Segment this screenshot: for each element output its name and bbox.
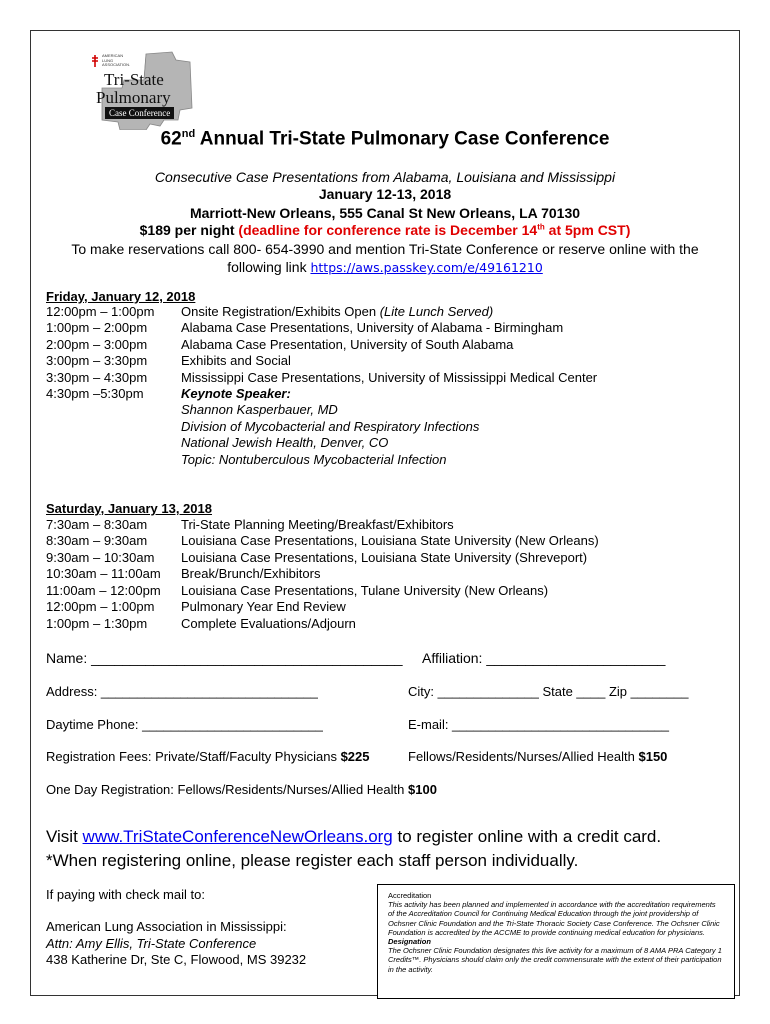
schedule-item: Alabama Case Presentations, University of Alabama - Birmingham bbox=[181, 320, 564, 335]
accreditation-text: This activity has been planned and implemented in accordance with the accreditation requirements of the Accreditation Council for Continuing Medical Education through the joint providership of Ochsner Clinic Foundation and the Tri-State Thoracic Society Case Conference. The Ochsner Clinic Foundation is accredited by the ACCME to provide continuing medical education for physicians. bbox=[388, 900, 720, 937]
logo-case-conference: Case Conference bbox=[105, 107, 174, 119]
reservation-link[interactable]: https://aws.passkey.com/e/49161210 bbox=[310, 260, 543, 275]
subtitle: Consecutive Case Presentations from Alabama, Louisiana and Mississippi bbox=[154, 169, 616, 185]
schedule-time: 1:00pm – 2:00pm bbox=[46, 320, 148, 335]
schedule-time: 4:30pm –5:30pm bbox=[46, 386, 144, 401]
schedule-time: 10:30am – 11:00am bbox=[46, 566, 161, 581]
reservation-text: To make reservations call 800- 654-3990 and mention Tri-State Conference or reserve online with the bbox=[71, 241, 699, 257]
schedule-time: 3:30pm – 4:30pm bbox=[46, 370, 148, 385]
accreditation-heading: Accreditation bbox=[388, 891, 432, 900]
affiliation-field[interactable]: Affiliation: _______________________ bbox=[422, 650, 666, 666]
schedule-item: Louisiana Case Presentations, Tulane University (New Orleans) bbox=[181, 583, 549, 598]
reservation-text-2: following link https://aws.passkey.com/e/49161210 bbox=[227, 259, 543, 275]
registration-fee-physicians: Registration Fees: Private/Staff/Faculty Physicians $225 bbox=[46, 749, 370, 764]
conference-dates: January 12-13, 2018 bbox=[318, 186, 452, 202]
one-day-registration-fee: One Day Registration: Fellows/Residents/Nurses/Allied Health $100 bbox=[46, 782, 437, 797]
schedule-time: 9:30am – 10:30am bbox=[46, 550, 155, 565]
accreditation-box bbox=[377, 884, 735, 999]
schedule-time: 3:00pm – 3:30pm bbox=[46, 353, 148, 368]
keynote-name: Shannon Kasperbauer, MD bbox=[181, 402, 338, 417]
schedule-time: 8:30am – 9:30am bbox=[46, 533, 148, 548]
schedule-item: Tri-State Planning Meeting/Breakfast/Exhibitors bbox=[181, 517, 454, 532]
mail-intro: If paying with check mail to: bbox=[46, 887, 205, 902]
schedule-item: Louisiana Case Presentations, Louisiana State University (New Orleans) bbox=[181, 533, 599, 548]
schedule-time: 7:30am – 8:30am bbox=[46, 517, 148, 532]
email-field[interactable]: E-mail: ______________________________ bbox=[408, 717, 669, 732]
schedule-time: 12:00pm – 1:00pm bbox=[46, 304, 155, 319]
schedule-item: Exhibits and Social bbox=[181, 353, 291, 368]
mail-org: American Lung Association in Mississippi: bbox=[46, 919, 287, 934]
conference-logo bbox=[84, 50, 194, 130]
phone-field[interactable]: Daytime Phone: _________________________ bbox=[46, 717, 323, 732]
lung-cross-icon bbox=[92, 55, 98, 67]
mail-attn: Attn: Amy Ellis, Tri-State Conference bbox=[46, 936, 257, 951]
logo-tri-state: Tri-State bbox=[104, 70, 164, 89]
schedule-time: 2:00pm – 3:00pm bbox=[46, 337, 148, 352]
schedule-time: 12:00pm – 1:00pm bbox=[46, 599, 155, 614]
schedule-time: 11:00am – 12:00pm bbox=[46, 583, 161, 598]
designation-heading: Designation bbox=[388, 937, 431, 947]
schedule-item: Louisiana Case Presentations, Louisiana State University (Shreveport) bbox=[181, 550, 588, 565]
online-registration-text: Visit www.TriStateConferenceNewOrleans.org to register online with a credit card. bbox=[46, 827, 662, 846]
friday-heading: Friday, January 12, 2018 bbox=[46, 289, 196, 304]
keynote-org: National Jewish Health, Denver, CO bbox=[181, 435, 389, 450]
schedule-item: Complete Evaluations/Adjourn bbox=[181, 616, 356, 631]
registration-website-link[interactable]: www.TriStateConferenceNewOrleans.org bbox=[82, 827, 393, 846]
schedule-item: Pulmonary Year End Review bbox=[181, 599, 346, 614]
designation-text: The Ochsner Clinic Foundation designates this live activity for a maximum of 8 AMA PRA Category 1 Credits™. Physicians should claim only the credit commensurate with the extent of their participation in the activity. bbox=[388, 946, 722, 974]
saturday-heading: Saturday, January 13, 2018 bbox=[46, 501, 212, 516]
mail-address: 438 Katherine Dr, Ste C, Flowood, MS 39232 bbox=[46, 952, 307, 967]
registration-fee-fellows: Fellows/Residents/Nurses/Allied Health $150 bbox=[408, 749, 668, 764]
logo-org-name: AMERICAN LUNG ASSOCIATION. bbox=[102, 53, 131, 67]
hotel-rate: $189 per night (deadline for conference rate is December 14th at 5pm CST) bbox=[139, 222, 631, 238]
schedule-time: 1:00pm – 1:30pm bbox=[46, 616, 148, 631]
keynote-label: Keynote Speaker: bbox=[181, 386, 291, 401]
address-field[interactable]: Address: ______________________________ bbox=[46, 684, 318, 699]
schedule-item: Onsite Registration/Exhibits Open (Lite Lunch Served) bbox=[181, 304, 494, 319]
page-title: 62nd Annual Tri-State Pulmonary Case Conference bbox=[160, 128, 610, 150]
name-field[interactable]: Name: ________________________________________ bbox=[46, 650, 403, 666]
schedule-item: Mississippi Case Presentations, University of Mississippi Medical Center bbox=[181, 370, 598, 385]
schedule-item: Break/Brunch/Exhibitors bbox=[181, 566, 321, 581]
logo-pulmonary: Pulmonary bbox=[96, 88, 171, 107]
online-registration-note: *When registering online, please register each staff person individually. bbox=[46, 851, 579, 870]
venue: Marriott-New Orleans, 555 Canal St New Orleans, LA 70130 bbox=[189, 205, 581, 221]
keynote-division: Division of Mycobacterial and Respiratory Infections bbox=[181, 419, 480, 434]
deadline-note: (deadline for conference rate is December 14th at 5pm CST) bbox=[234, 222, 631, 238]
schedule-item: Alabama Case Presentation, University of South Alabama bbox=[181, 337, 514, 352]
city-state-zip-field[interactable]: City: ______________ State ____ Zip ________ bbox=[408, 684, 689, 699]
keynote-topic: Topic: Nontuberculous Mycobacterial Infection bbox=[181, 452, 447, 467]
